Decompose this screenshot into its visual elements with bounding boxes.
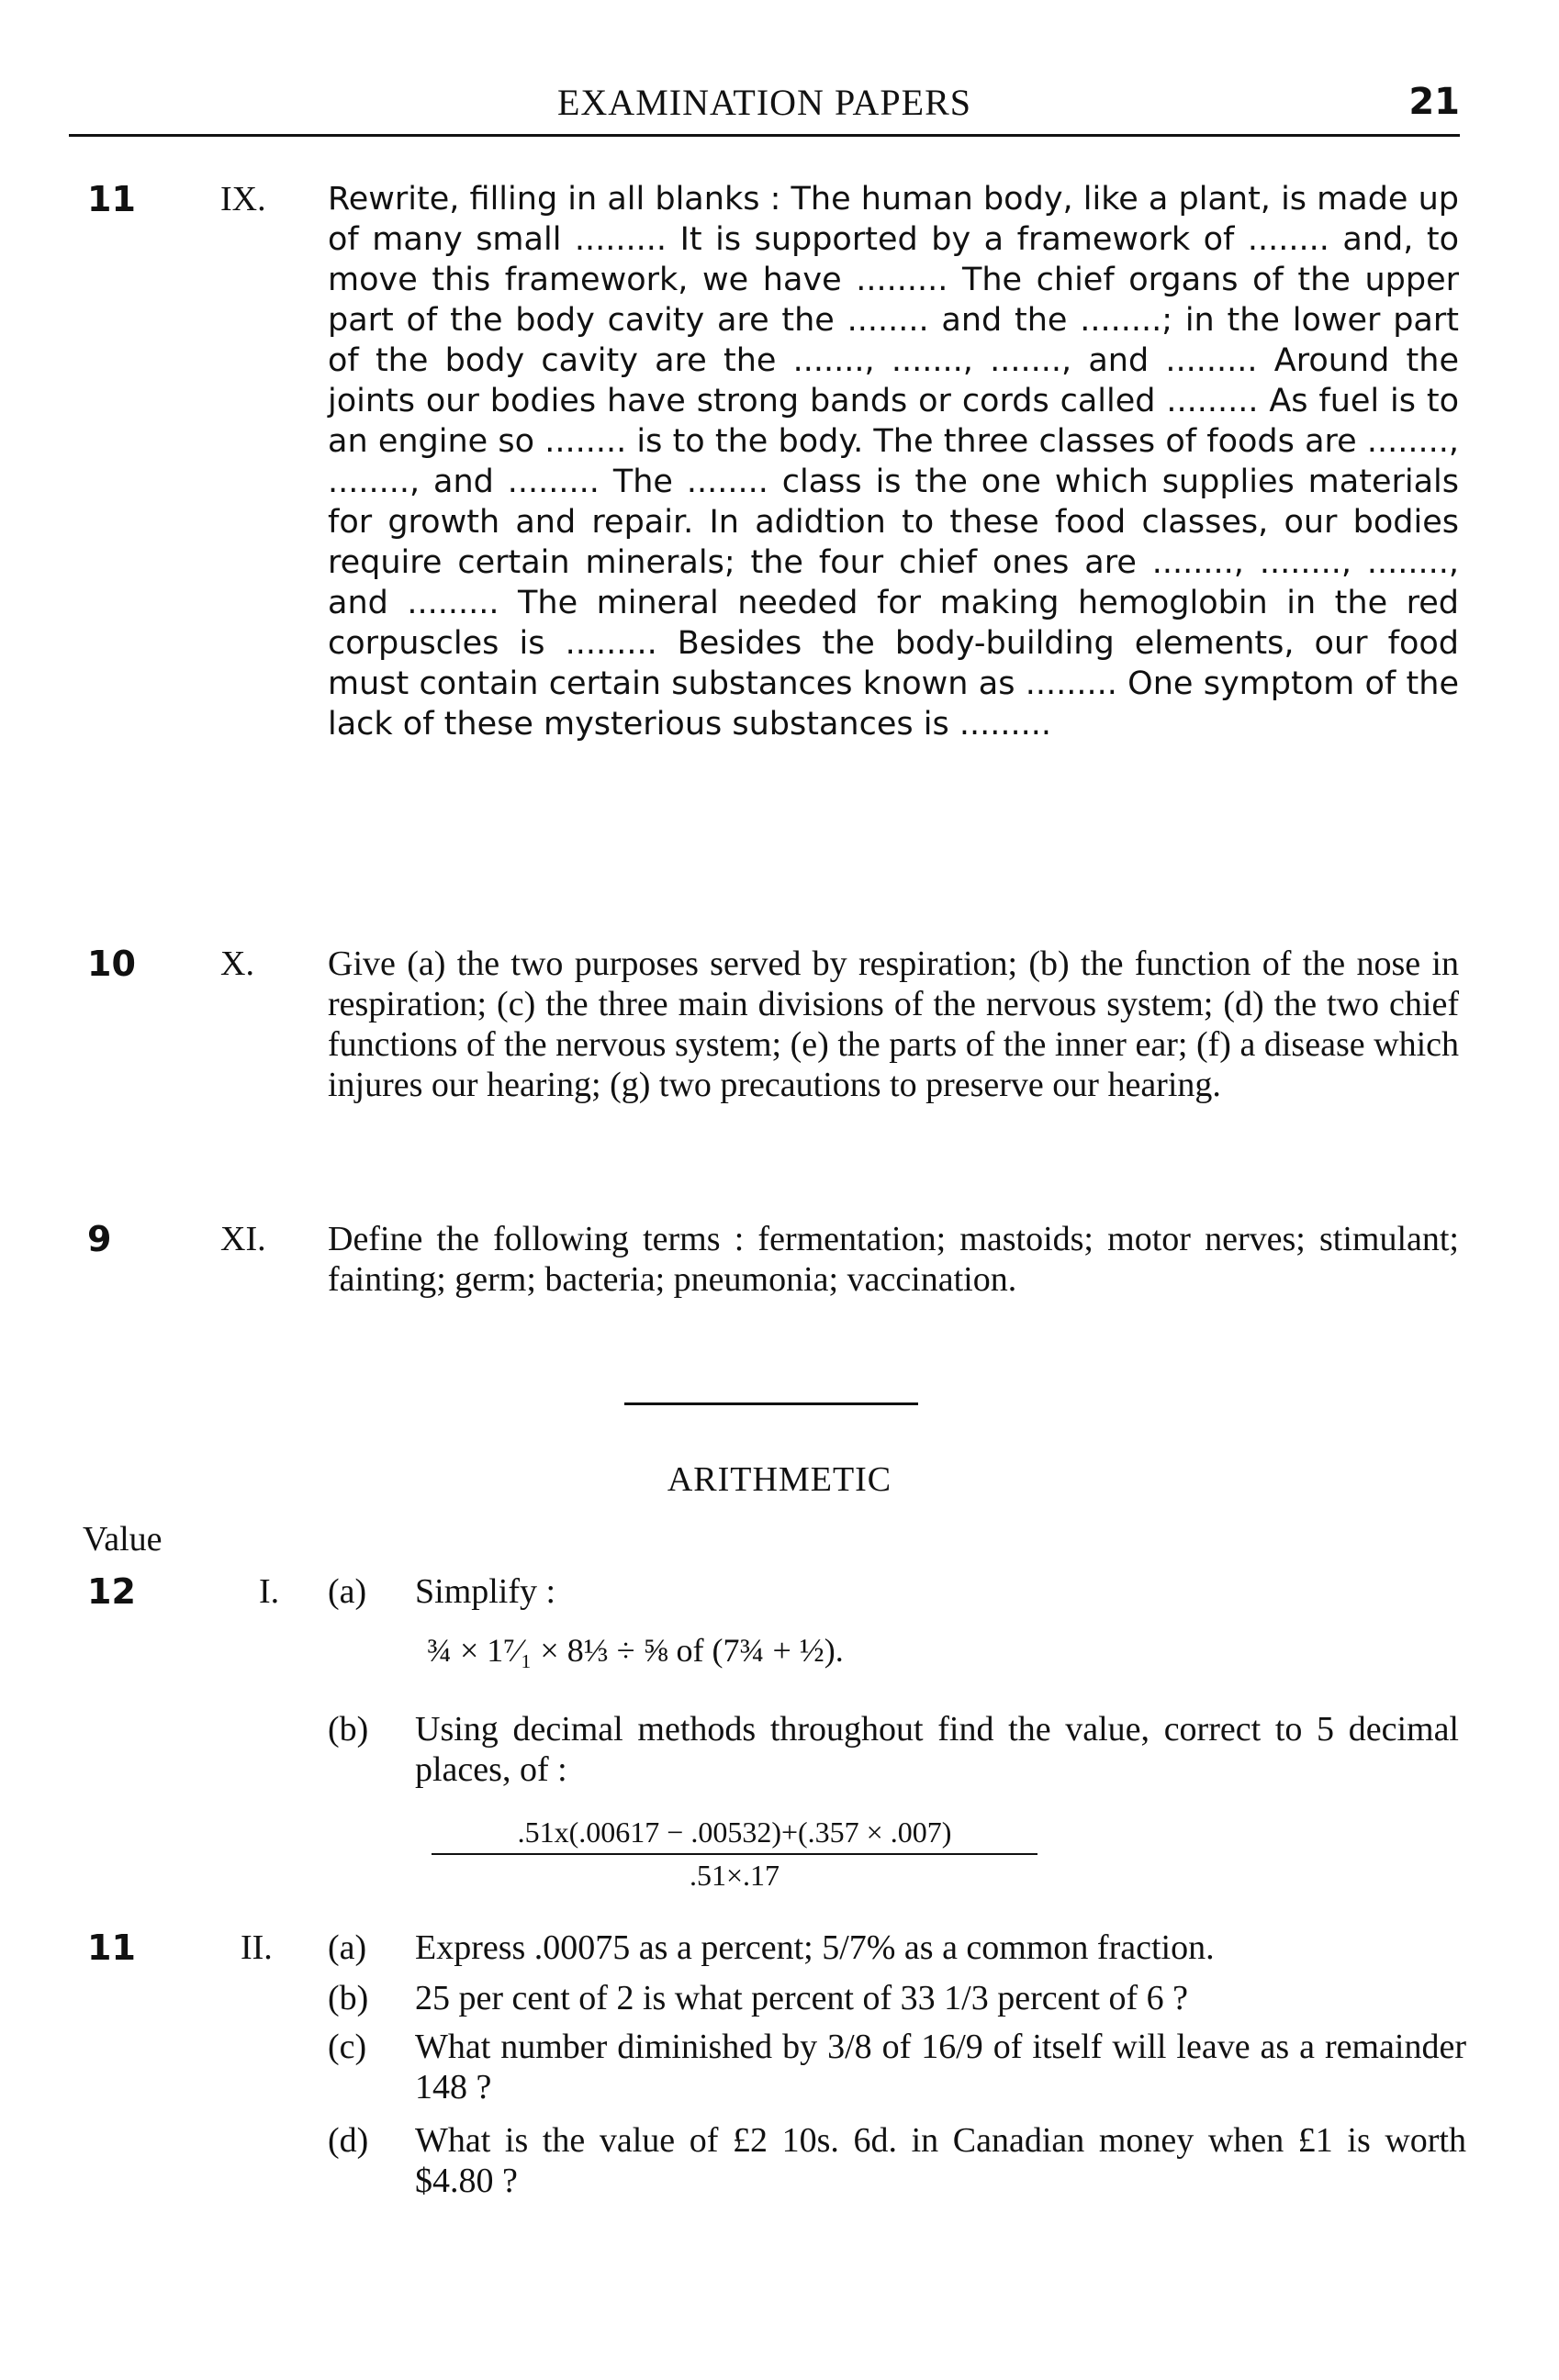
fraction-numerator: .51x(.00617 − .00532)+(.357 × .007) (432, 1816, 1037, 1855)
question-text: Give (a) the two purposes served by respiration; (b) the function of the nose in respiration; (c) the three main divisions of the nervous system; (d) the two chief functions of the nervous system; (e) the parts of the inner ear; (f) a disease which injures our hearing; (g) two precautions to preserve our hearing. (328, 944, 1459, 1104)
simplify-expression: ¾ × 1⁷⁄₁ × 8⅓ ÷ ⅝ of (7¾ + ½). (427, 1632, 844, 1669)
question-number: XI. (220, 1220, 266, 1258)
part-text: Using decimal methods throughout find the value, correct to 5 decimal places, of : (415, 1710, 1459, 1789)
question-value: 11 (87, 179, 136, 219)
section-divider (624, 1402, 918, 1405)
part-label: (b) (328, 1979, 369, 2017)
page-number: 21 (1408, 81, 1460, 123)
value-column-label: Value (83, 1520, 163, 1559)
part-text: What number diminished by 3/8 of 16/9 of itself will leave as a remainder 148 ? (415, 2028, 1466, 2106)
header-rule (69, 134, 1460, 137)
part-text: What is the value of £2 10s. 6d. in Canadian money when £1 is worth $4.80 ? (415, 2121, 1466, 2200)
part-label: (d) (328, 2121, 369, 2160)
question-number: IX. (220, 180, 266, 218)
part-label: (a) (328, 1928, 367, 1967)
question-number: I. (259, 1572, 280, 1611)
fraction-denominator: .51×.17 (689, 1859, 780, 1892)
part-label: (a) (328, 1572, 367, 1611)
part-text: 25 per cent of 2 is what percent of 33 1/3 percent of 6 ? (415, 1979, 1189, 2017)
question-text: Define the following terms : fermentation; mastoids; motor nerves; stimulant; fainting; germ; bacteria; pneumonia; vaccination. (328, 1220, 1459, 1299)
question-number: X. (220, 944, 254, 983)
question-value: 11 (87, 1927, 136, 1968)
question-number: II. (241, 1928, 273, 1967)
question-value: 12 (87, 1571, 136, 1612)
part-label: (b) (328, 1710, 369, 1749)
page-header (69, 73, 1460, 128)
running-title: EXAMINATION PAPERS (556, 82, 972, 123)
part-text: Express .00075 as a percent; 5/7% as a common fraction. (415, 1928, 1215, 1967)
part-text: Simplify : (415, 1572, 556, 1611)
question-value: 9 (87, 1219, 112, 1259)
section-title: ARITHMETIC (667, 1460, 892, 1499)
question-value: 10 (87, 944, 136, 984)
part-label: (c) (328, 2028, 367, 2066)
decimal-fraction (432, 1816, 1037, 1893)
question-text: Rewrite, filling in all blanks : The human body, like a plant, is made up of many small ......... It is supported by a framework of ........ and, to move this framework, we have ......... The chief organs of the upper part of the body cavity are the ........ and the ........; in the lower part of the body cavity are the ......., ......., ......., and ......... Around the joints our bodies have strong bands or cords called ......... As fuel is to an engine so ........ is to the body. The three classes of foods are ........, ........, and ......... The ........ class is the one which supplies materials for growth and repair. In adidtion to these food classes, our bodies require certain minerals; the four chief ones are ........, ........, ........, and ......... The mineral needed for making hemoglobin in the red corpuscles is ......... Besides the body-building elements, our food must contain certain substances known as ......... One symptom of the lack of these mysterious substances is ......... (328, 181, 1459, 743)
